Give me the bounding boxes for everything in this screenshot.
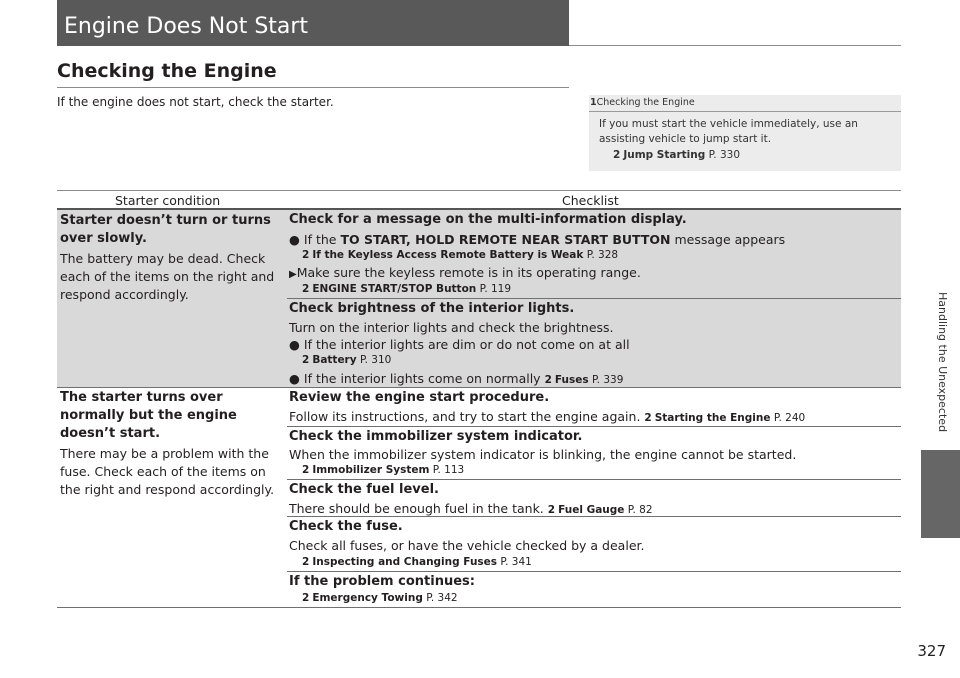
sub-text: Make sure the keyless remote is in its operating range. <box>296 265 641 280</box>
title-bar <box>57 0 569 46</box>
check-heading: Check the immobilizer system indicator. <box>289 429 583 444</box>
reference-page: P. 240 <box>773 412 806 424</box>
reference-page: P. 310 <box>359 354 392 366</box>
cross-reference-icon: 2 <box>302 283 310 295</box>
cross-reference-icon: 2 <box>302 354 310 366</box>
check-bullet <box>289 337 630 352</box>
cross-reference-icon: 2 <box>544 374 552 386</box>
table-bottom-rule <box>57 607 901 608</box>
condition-text: There may be a problem with the fuse. Check each of the items on the right and respond accordingly. <box>60 446 275 497</box>
cross-reference-icon: 2 <box>302 592 310 604</box>
cross-reference-icon: 2 <box>547 504 556 516</box>
cross-reference-icon: 2 <box>302 249 310 261</box>
row-divider <box>287 571 901 572</box>
sub-arrow-icon: ▶ <box>289 269 297 280</box>
title-rule <box>569 45 901 46</box>
check-heading: Check for a message on the multi-information display. <box>289 212 687 227</box>
note-ref-label: Jump Starting <box>623 149 706 161</box>
note-heading-text: Checking the Engine <box>596 97 695 108</box>
cross-reference[interactable] <box>302 354 391 366</box>
cross-reference[interactable] <box>548 504 653 516</box>
check-heading: Check brightness of the interior lights. <box>289 301 575 316</box>
cross-reference[interactable] <box>644 412 805 424</box>
bullet-text: If the interior lights come on normally <box>303 371 541 386</box>
group-divider <box>57 387 901 388</box>
cross-reference[interactable] <box>302 464 464 476</box>
reference-label: Inspecting and Changing Fuses <box>312 556 498 568</box>
row-divider <box>287 298 901 299</box>
cross-reference[interactable] <box>545 374 624 386</box>
note-cross-reference[interactable] <box>613 149 740 161</box>
reference-page: P. 341 <box>500 556 532 568</box>
condition-text: The battery may be dead. Check each of the items on the right and respond accordingly. <box>60 251 275 302</box>
cross-reference[interactable] <box>302 249 618 261</box>
cross-reference-icon: 2 <box>302 556 310 568</box>
check-bullet <box>289 371 623 386</box>
section-heading: Checking the Engine <box>57 60 277 82</box>
intro-text: If the engine does not start, check the starter. <box>57 95 334 109</box>
note-ref-page: P. 330 <box>708 149 741 161</box>
check-text: Check all fuses, or have the vehicle checked by a dealer. <box>289 538 645 553</box>
cross-reference[interactable] <box>302 283 511 295</box>
note-marker-icon: 1 <box>590 97 597 108</box>
condition-cell-2 <box>60 389 278 499</box>
cross-reference[interactable] <box>302 556 532 568</box>
bullet-suffix: message appears <box>674 232 786 247</box>
row-divider <box>287 516 901 517</box>
check-text-body: There should be enough fuel in the tank. <box>289 501 544 516</box>
reference-label: If the Keyless Access Remote Battery is Weak <box>312 249 584 261</box>
cross-reference-icon: 2 <box>613 149 621 161</box>
reference-page: P. 113 <box>432 464 465 476</box>
reference-label: Fuel Gauge <box>558 504 625 516</box>
condition-cell-1 <box>60 212 278 304</box>
bullet-icon: ● <box>289 371 300 386</box>
check-text-body: Follow its instructions, and try to start the engine again. <box>289 409 641 424</box>
reference-page: P. 82 <box>627 504 653 516</box>
reference-label: Immobilizer System <box>312 464 430 476</box>
check-text <box>289 409 805 424</box>
cross-reference-icon: 2 <box>302 464 310 476</box>
bullet-icon: ● <box>289 232 300 247</box>
reference-label: Fuses <box>554 374 589 386</box>
note-heading <box>590 97 695 108</box>
bullet-text: If the interior lights are dim or do not come on at all <box>303 337 630 352</box>
page-number: 327 <box>917 642 946 660</box>
note-body: If you must start the vehicle immediately, use an assisting vehicle to jump start it. <box>599 118 858 145</box>
column-header-starter-condition: Starter condition <box>115 193 221 208</box>
check-heading: Check the fuse. <box>289 519 403 534</box>
reference-page: P. 328 <box>586 249 619 261</box>
column-header-checklist: Checklist <box>562 193 619 208</box>
page-title: Engine Does Not Start <box>64 14 309 39</box>
check-bullet <box>289 232 785 247</box>
table-top-rule <box>57 190 901 191</box>
bullet-text: If the <box>303 232 337 247</box>
check-text: When the immobilizer system indicator is blinking, the engine cannot be started. <box>289 447 797 462</box>
side-tab <box>921 450 960 538</box>
check-subtext <box>289 265 641 280</box>
reference-label: ENGINE START/STOP Button <box>312 283 477 295</box>
reference-label: Battery <box>312 354 357 366</box>
check-text <box>289 501 653 516</box>
note-heading-rule <box>589 111 901 112</box>
bullet-icon: ● <box>289 337 300 352</box>
check-text: Turn on the interior lights and check the brightness. <box>289 320 614 335</box>
note-box <box>589 95 901 171</box>
reference-label: Emergency Towing <box>312 592 423 604</box>
check-heading: Check the fuel level. <box>289 482 439 497</box>
cross-reference[interactable] <box>302 592 458 604</box>
check-heading: If the problem continues: <box>289 574 475 589</box>
bullet-bold-text: TO START, HOLD REMOTE NEAR START BUTTON <box>340 232 671 247</box>
cross-reference-icon: 2 <box>644 412 652 424</box>
row-divider <box>287 479 901 480</box>
section-rule <box>57 87 569 88</box>
condition-title: Starter doesn’t turn or turns over slowly. <box>60 213 271 246</box>
reference-page: P. 342 <box>426 592 458 604</box>
reference-page: P. 119 <box>479 283 512 295</box>
check-heading: Review the engine start procedure. <box>289 390 550 405</box>
side-section-label: Handling the Unexpected <box>936 292 949 433</box>
reference-page: P. 339 <box>591 374 624 386</box>
row-divider <box>287 426 901 427</box>
condition-title: The starter turns over normally but the engine doesn’t start. <box>60 390 237 441</box>
reference-label: Starting the Engine <box>654 412 771 424</box>
